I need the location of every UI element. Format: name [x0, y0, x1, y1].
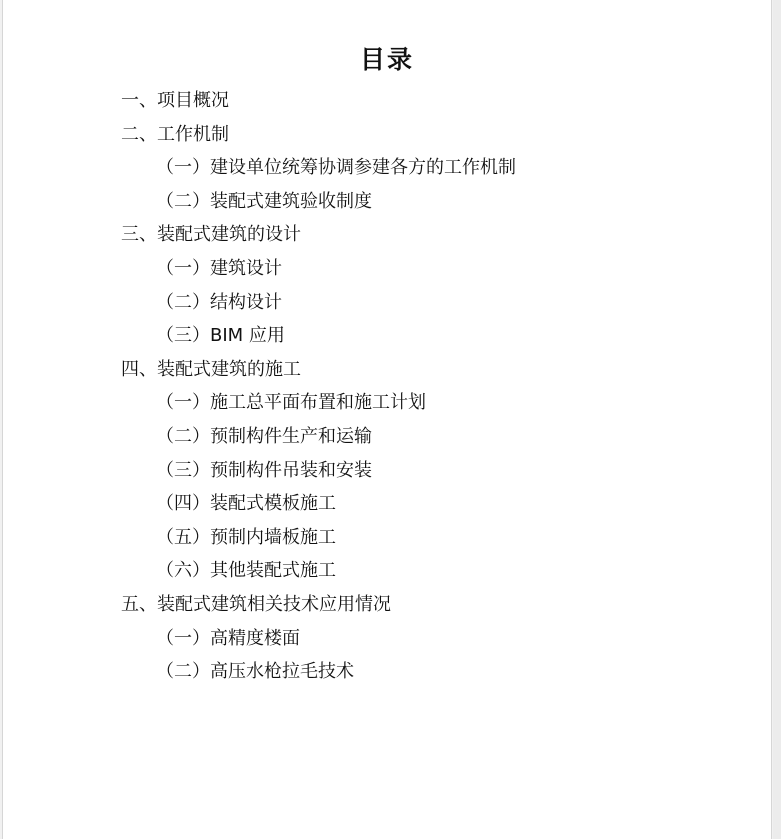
toc-subsection-item[interactable]: （三）BIM 应用 [156, 325, 285, 347]
toc-subsection-item[interactable]: （四）装配式模板施工 [156, 493, 336, 515]
toc-subsection-item[interactable]: （一）高精度楼面 [156, 627, 300, 649]
toc-subsection-item[interactable]: （一）施工总平面布置和施工计划 [156, 392, 426, 414]
toc-subsection-item[interactable]: （二）装配式建筑验收制度 [156, 190, 372, 212]
toc-subsection-item[interactable]: （二）高压水枪拉毛技术 [156, 661, 354, 683]
toc-subsection-item[interactable]: （一）建设单位统筹协调参建各方的工作机制 [156, 157, 516, 179]
table-of-contents [3, 84, 771, 689]
toc-subsection-item[interactable]: （五）预制内墙板施工 [156, 526, 336, 548]
toc-subsection-item[interactable]: （六）其他装配式施工 [156, 560, 336, 582]
toc-section-heading[interactable]: 一、项目概况 [121, 90, 229, 111]
toc-subsection-item[interactable]: （三）预制构件吊装和安装 [156, 459, 372, 481]
toc-subsection-item[interactable]: （二）预制构件生产和运输 [156, 425, 372, 447]
toc-subsection-item[interactable]: （一）建筑设计 [156, 257, 282, 279]
toc-section-heading[interactable]: 五、装配式建筑相关技术应用情况 [121, 593, 391, 615]
toc-section-heading[interactable]: 二、工作机制 [121, 123, 229, 145]
toc-section-heading[interactable]: 三、装配式建筑的设计 [121, 224, 301, 246]
toc-subsection-item[interactable]: （二）结构设计 [156, 291, 282, 313]
toc-section-heading[interactable]: 四、装配式建筑的施工 [121, 358, 301, 380]
page-title: 目录 [359, 45, 414, 74]
document-page [2, 0, 772, 839]
scrollbar-track[interactable] [773, 0, 781, 839]
